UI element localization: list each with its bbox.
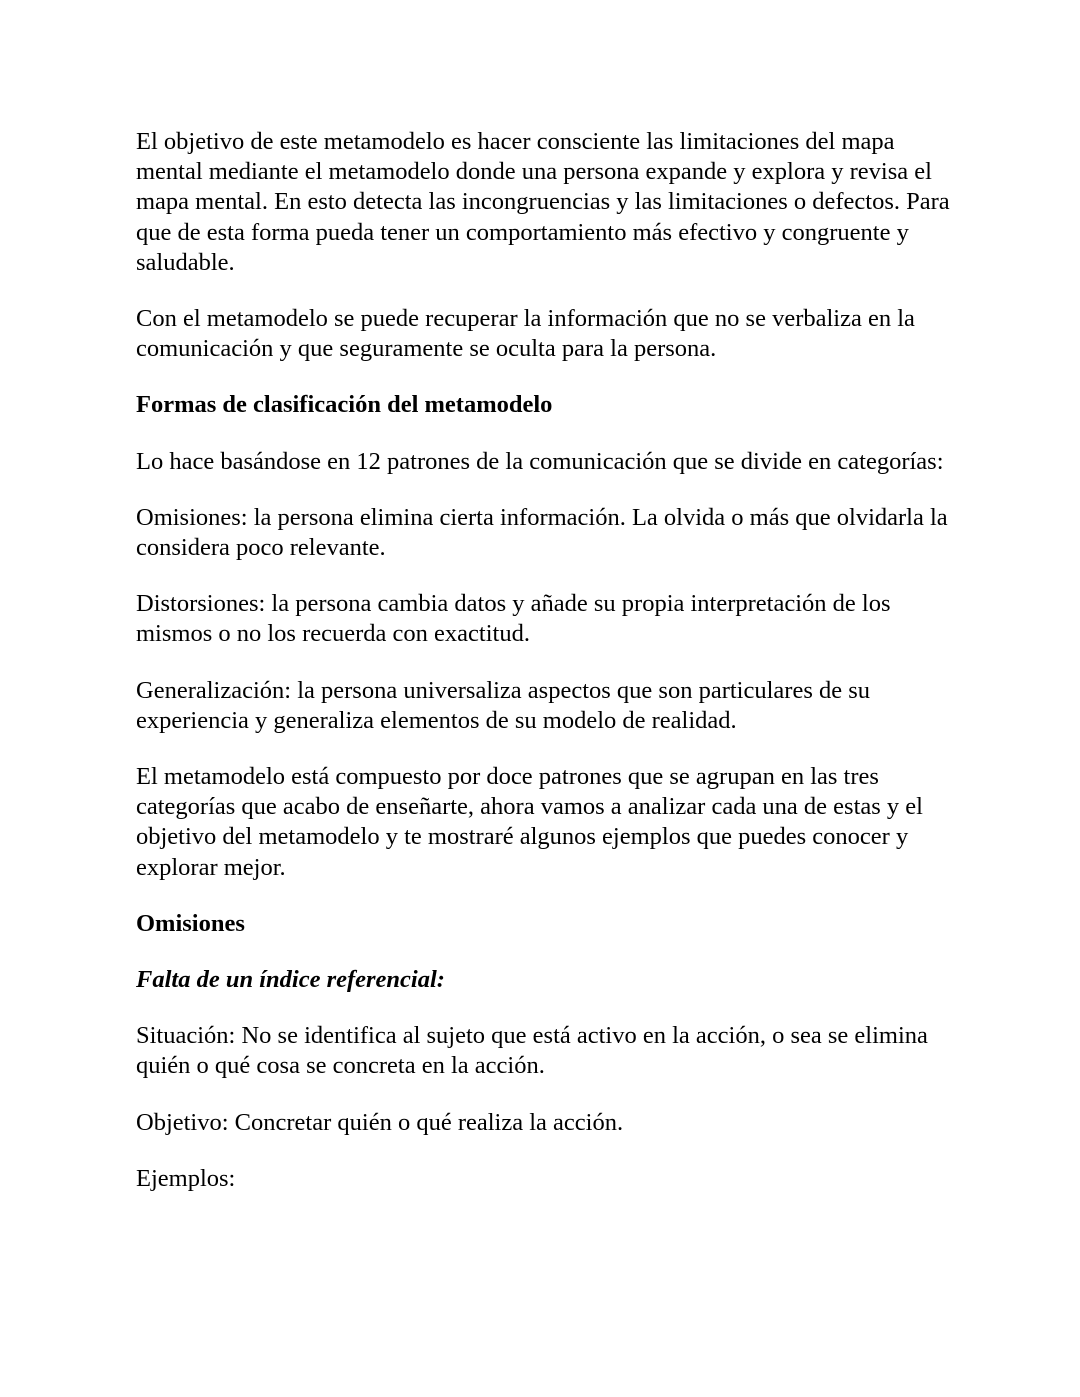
metamodel-recovery-paragraph: Con el metamodelo se puede recuperar la información que no se verbaliza en la comunicación y que seguramente se oculta para la persona. xyxy=(136,305,915,363)
omissions-heading: Omisiones xyxy=(136,909,245,937)
patterns-paragraph: Lo hace basándose en 12 patrones de la comunicación que se divide en categorías: xyxy=(136,447,944,475)
generalization-definition: Generalización: la persona universaliza aspectos que son particulares de su experiencia y generaliza elementos de su modelo de realidad. xyxy=(136,676,871,734)
examples-label: Ejemplos: xyxy=(136,1164,236,1192)
intro-paragraph: El objetivo de este metamodelo es hacer consciente las limitaciones del mapa mental mediante el metamodelo donde una persona expande y explora y revisa el mapa mental. En esto detecta las incongruencias y las limitaciones o defectos. Para que de esta forma pueda tener un comportamiento más efectivo y congruente y saludable. xyxy=(136,128,950,276)
situation-paragraph: Situación: No se identifica al sujeto que está activo en la acción, o sea se elimina quién o qué cosa se concreta en la acción. xyxy=(136,1022,928,1080)
twelve-patterns-paragraph: El metamodelo está compuesto por doce patrones que se agrupan en las tres categorías que acabo de enseñarte, ahora vamos a analizar cada una de estas y el objetivo del metamodelo y te mostraré algunos ejemplos que puedes conocer y explorar mejor. xyxy=(136,763,923,881)
objective-paragraph: Objetivo: Concretar quién o qué realiza la acción. xyxy=(136,1108,624,1136)
omissions-definition: Omisiones: la persona elimina cierta información. La olvida o más que olvidarla la considera poco relevante. xyxy=(136,503,948,562)
distortions-definition: Distorsiones: la persona cambia datos y añade su propia interpretación de los mismos o no los recuerda con exactitud. xyxy=(136,590,891,648)
document-page xyxy=(136,127,951,1220)
referential-index-subheading: Falta de un índice referencial: xyxy=(136,966,445,994)
classification-heading: Formas de clasificación del metamodelo xyxy=(136,391,553,419)
